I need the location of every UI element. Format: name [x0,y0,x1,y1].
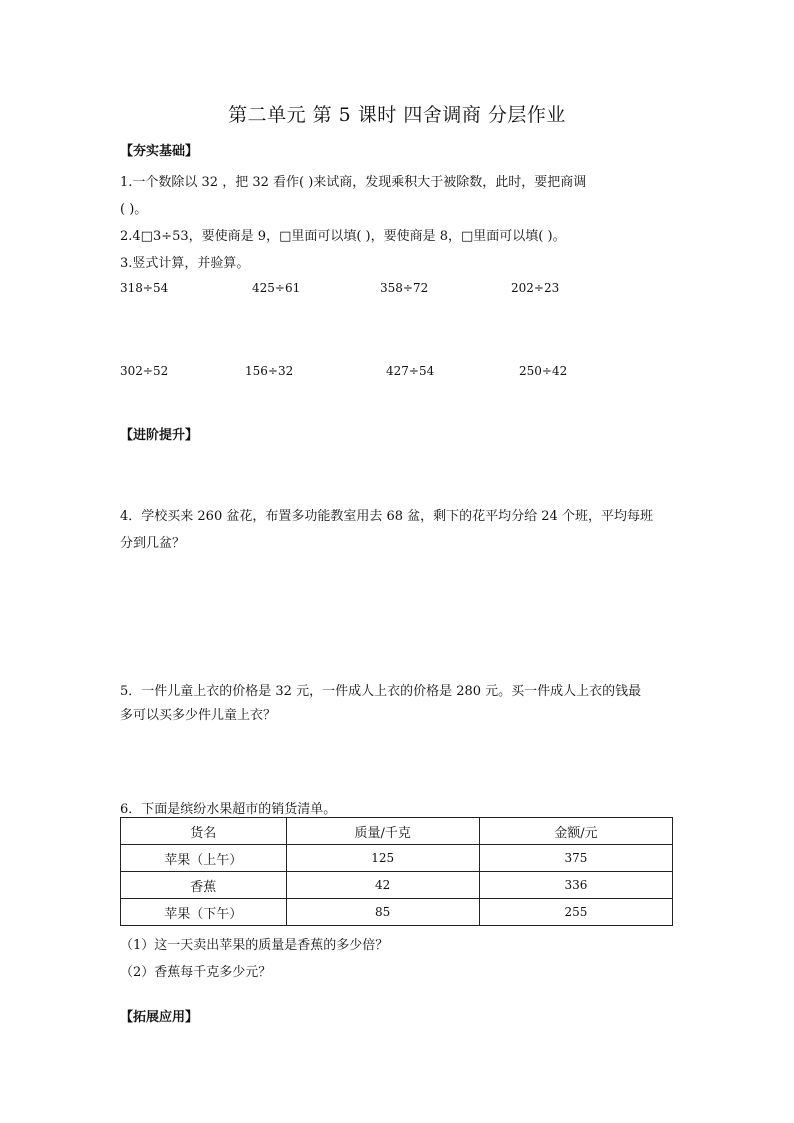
table-cell-amount: 375 [479,845,672,872]
question-4-line-2: 分到几盆？ [120,536,186,551]
section-extended-heading: 【拓展应用】 [120,1010,199,1025]
calc-item-2: 425÷61 [252,281,301,295]
table-cell-amount: 336 [479,872,672,899]
calc-item-5: 302÷52 [120,364,169,378]
calc-item-8: 250÷42 [519,364,568,378]
calc-item-3: 358÷72 [380,281,429,295]
question-5-line-1: 5．一件儿童上衣的价格是 32 元，一件成人上衣的价格是 280 元。买一件成人上衣的钱最 [120,684,642,699]
calc-item-6: 156÷32 [245,364,294,378]
table-row [121,845,673,872]
calc-item-7: 427÷54 [386,364,435,378]
question-6-sub-1: （1）这一天卖出苹果的质量是香蕉的多少倍？ [120,938,389,953]
column-header-amount: 金额/元 [479,818,672,845]
sales-table [120,817,673,926]
question-1-line-1: 1.一个数除以 32 ，把 32 看作( )来试商，发现乘积大于被除数，此时，要把商调 [120,175,587,190]
column-header-item: 货名 [121,818,287,845]
page-title: 第二单元 第 5 课时 四舍调商 分层作业 [228,104,566,126]
table-cell-item: 苹果（下午） [121,899,287,926]
question-4-line-1: 4．学校买来 260 盆花，布置多功能教室用去 68 盆，剩下的花平均分给 24 个班，平均每班 [120,509,653,524]
table-row [121,899,673,926]
calc-item-4: 202÷23 [511,281,560,295]
table-row [121,872,673,899]
section-advanced-heading: 【进阶提升】 [120,428,199,443]
table-cell-item: 香蕉 [121,872,287,899]
question-3-label: 3.竖式计算，并验算。 [120,256,250,271]
table-cell-weight: 125 [286,845,479,872]
table-cell-weight: 85 [286,899,479,926]
calc-item-1: 318÷54 [120,281,169,295]
section-basic-heading: 【夯实基础】 [120,144,199,159]
table-cell-item: 苹果（上午） [121,845,287,872]
table-cell-weight: 42 [286,872,479,899]
question-6-intro: 6．下面是缤纷水果超市的销货清单。 [120,802,337,817]
question-2: 2.4□3÷53，要使商是 9，□里面可以填( )，要使商是 8，□里面可以填( )。 [120,229,566,244]
question-6-sub-2: （2）香蕉每千克多少元？ [120,965,272,980]
question-1-line-2: ( )。 [120,202,148,217]
question-5-line-2: 多可以买多少件儿童上衣？ [120,708,277,723]
table-header-row [121,818,673,845]
column-header-weight: 质量/千克 [286,818,479,845]
table-cell-amount: 255 [479,899,672,926]
